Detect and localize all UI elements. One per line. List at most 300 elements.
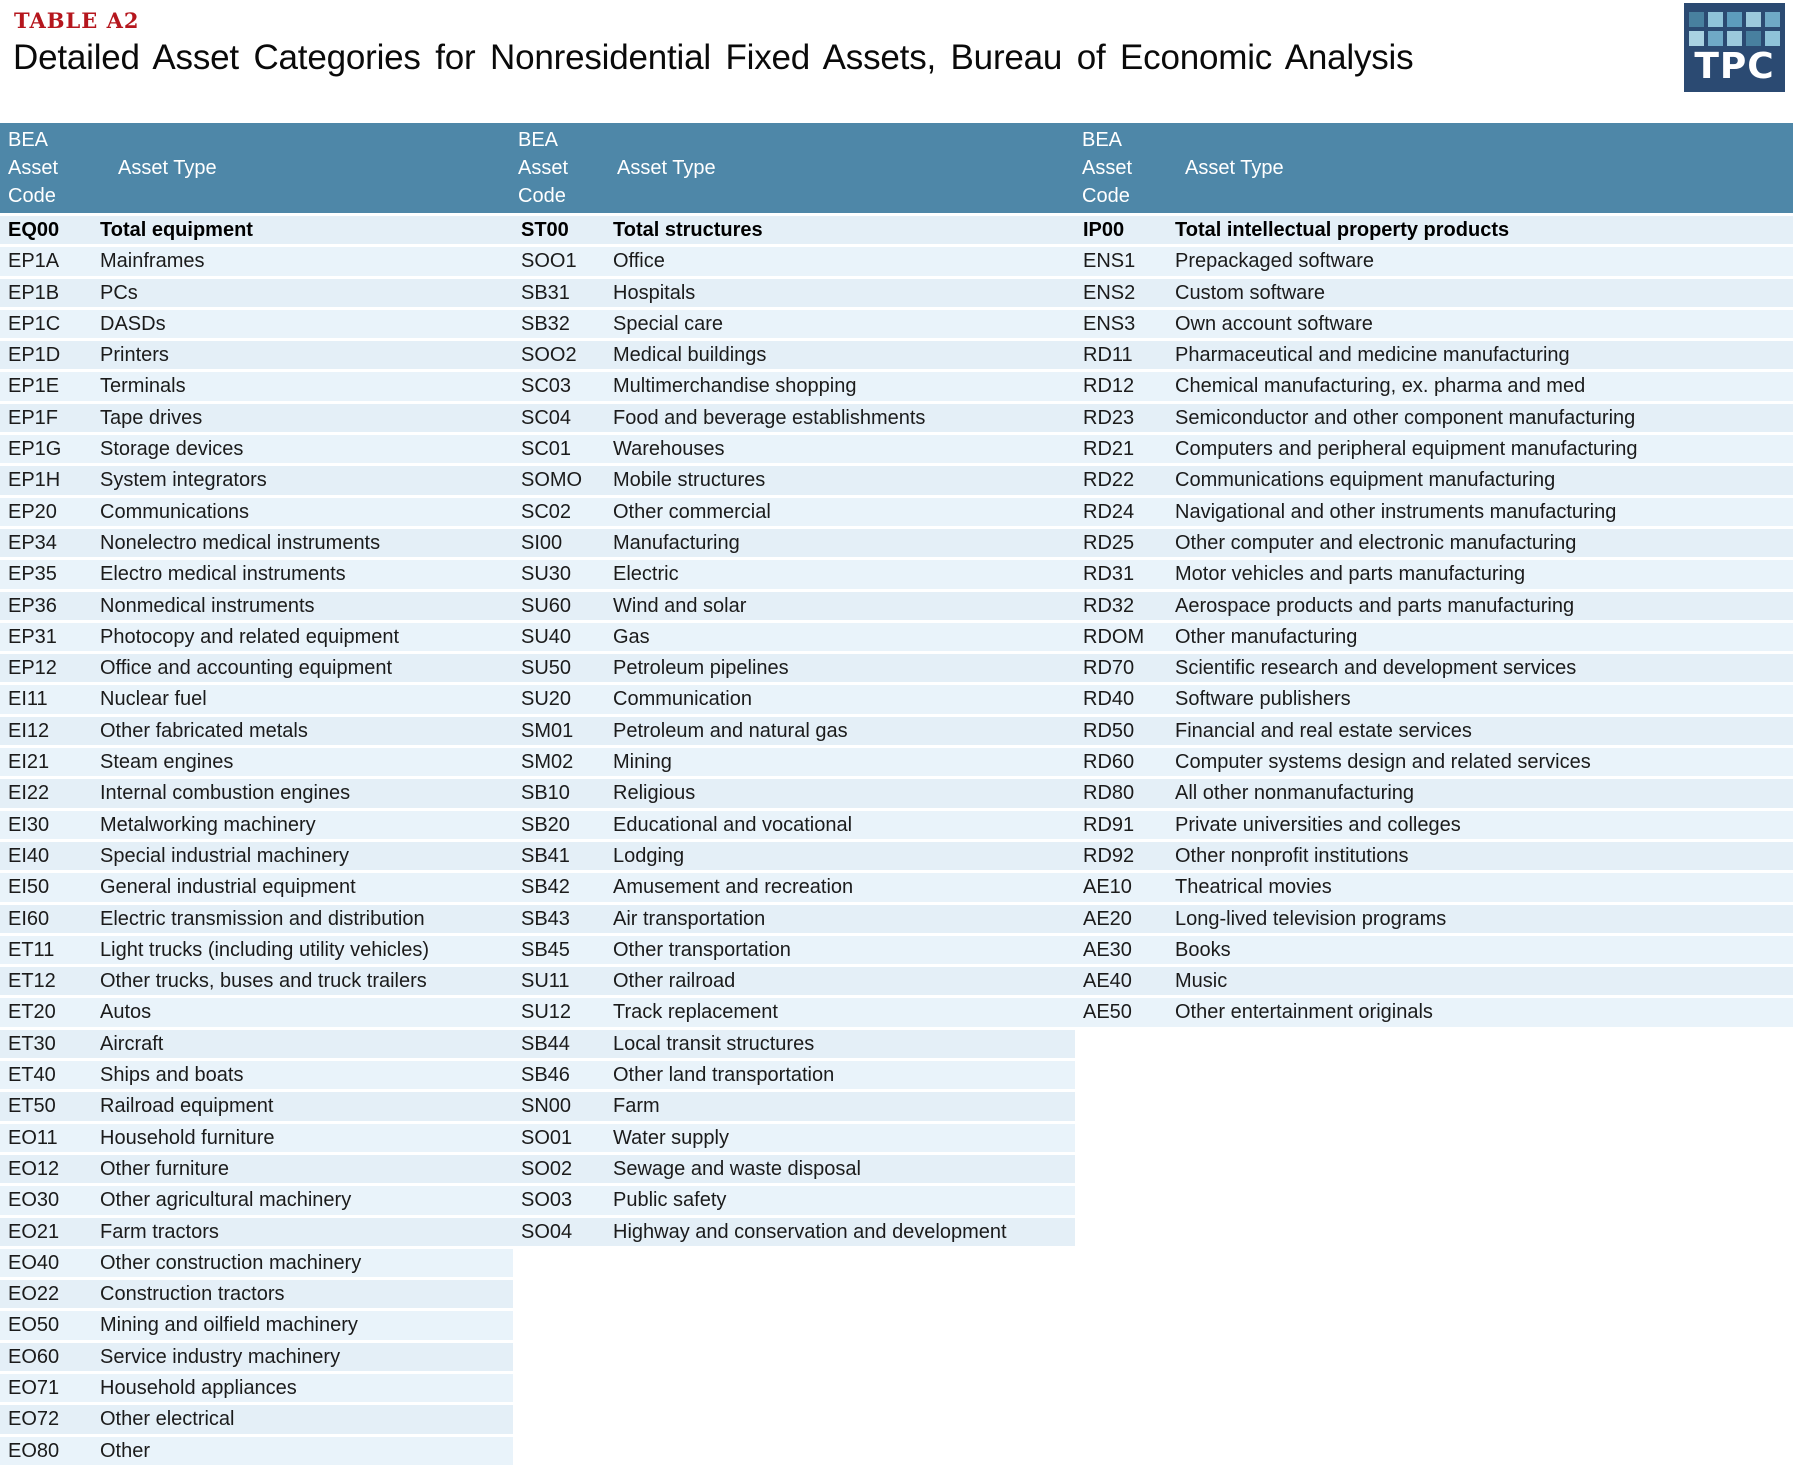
table-row <box>513 1124 1075 1152</box>
table-row <box>0 998 513 1026</box>
logo-square <box>1765 31 1780 46</box>
asset-code: RDOM <box>1083 625 1145 648</box>
asset-type: Other electrical <box>100 1408 235 1431</box>
asset-type: Storage devices <box>100 438 244 461</box>
table-row <box>0 654 513 682</box>
asset-type: Other agricultural machinery <box>100 1189 352 1212</box>
table-row <box>513 498 1075 526</box>
asset-type: Books <box>1175 938 1231 961</box>
asset-code: EP1F <box>8 406 59 429</box>
logo-square <box>1727 31 1742 46</box>
asset-type: Warehouses <box>613 438 725 461</box>
table-row <box>1075 466 1793 494</box>
asset-type: Medical buildings <box>613 344 767 367</box>
table-row <box>0 1311 513 1339</box>
table-row <box>0 1186 513 1214</box>
asset-code: EP31 <box>8 625 57 648</box>
asset-type: Railroad equipment <box>100 1095 274 1118</box>
table-row <box>1075 967 1793 995</box>
code-header-line: Asset <box>1082 157 1133 179</box>
table-row <box>0 1343 513 1371</box>
page-title: Detailed Asset Categories for Nonresidential Fixed Assets, Bureau of Economic Analysis <box>13 38 1414 77</box>
table-row <box>513 623 1075 651</box>
asset-type: Computers and peripheral equipment manufacturing <box>1175 438 1638 461</box>
table-row <box>513 592 1075 620</box>
table-row <box>1075 873 1793 901</box>
asset-type: Nuclear fuel <box>100 688 207 711</box>
asset-code: EP20 <box>8 500 57 523</box>
asset-code: EI50 <box>8 876 50 899</box>
asset-code: ET50 <box>8 1095 56 1118</box>
asset-code: EP1D <box>8 344 61 367</box>
asset-code: SO03 <box>521 1189 573 1212</box>
asset-code: RD80 <box>1083 782 1135 805</box>
asset-code: EP1E <box>8 375 60 398</box>
asset-code: EO80 <box>8 1439 60 1462</box>
tpc-logo-grid <box>1689 12 1780 46</box>
bea-asset-code-header <box>518 126 568 210</box>
table-row <box>513 873 1075 901</box>
table-row <box>513 842 1075 870</box>
table-row <box>513 905 1075 933</box>
table-row <box>1075 623 1793 651</box>
asset-type: Hospitals <box>613 281 696 304</box>
asset-type: Other fabricated metals <box>100 719 308 742</box>
asset-code: SC01 <box>521 438 572 461</box>
table-row <box>1075 341 1793 369</box>
code-header-line: Asset <box>518 157 569 179</box>
table-row <box>0 216 513 244</box>
asset-code: RD32 <box>1083 594 1135 617</box>
asset-type: Photocopy and related equipment <box>100 625 400 648</box>
asset-type: Chemical manufacturing, ex. pharma and med <box>1175 375 1586 398</box>
table-row <box>1075 529 1793 557</box>
asset-type: Public safety <box>613 1189 727 1212</box>
asset-type: Water supply <box>613 1126 729 1149</box>
asset-code: RD22 <box>1083 469 1135 492</box>
asset-code: EI30 <box>8 813 50 836</box>
asset-type: General industrial equipment <box>100 876 356 899</box>
asset-code: SU30 <box>521 563 572 586</box>
asset-type: Electro medical instruments <box>100 563 346 586</box>
asset-type: DASDs <box>100 312 166 335</box>
asset-type: Tape drives <box>100 406 203 429</box>
asset-code: ET11 <box>8 938 55 961</box>
table-row <box>0 341 513 369</box>
asset-code: EO12 <box>8 1157 60 1180</box>
asset-type: Theatrical movies <box>1175 876 1332 899</box>
asset-type: Service industry machinery <box>100 1345 341 1368</box>
asset-code: RD92 <box>1083 844 1135 867</box>
asset-type: Other computer and electronic manufacturing <box>1175 531 1577 554</box>
table-row <box>513 1030 1075 1058</box>
table-row <box>0 435 513 463</box>
asset-type: Total equipment <box>100 219 253 241</box>
table-row <box>0 905 513 933</box>
asset-code: SOO2 <box>521 344 577 367</box>
asset-type: Air transportation <box>613 907 766 930</box>
table-row <box>513 967 1075 995</box>
asset-type: Steam engines <box>100 751 234 774</box>
asset-type: Navigational and other instruments manufacturing <box>1175 500 1617 523</box>
table-row <box>513 998 1075 1026</box>
asset-type: Electric <box>613 563 679 586</box>
table-row <box>513 685 1075 713</box>
asset-type: Special care <box>613 312 724 335</box>
table-row <box>513 1186 1075 1214</box>
table-row <box>1075 654 1793 682</box>
asset-code: AE30 <box>1083 938 1132 961</box>
asset-type: Terminals <box>100 375 186 398</box>
asset-code: SB10 <box>521 782 570 805</box>
asset-type: Communication <box>613 688 752 711</box>
asset-type: Total intellectual property products <box>1175 219 1510 241</box>
asset-code: EP1A <box>8 250 60 273</box>
asset-code: RD21 <box>1083 438 1135 461</box>
asset-type: Own account software <box>1175 312 1373 335</box>
table-row <box>513 779 1075 807</box>
asset-code: EI60 <box>8 907 50 930</box>
asset-type: Office and accounting equipment <box>100 657 393 680</box>
bea-asset-code-header <box>1082 126 1132 210</box>
table-row <box>0 1124 513 1152</box>
asset-code: IP00 <box>1083 219 1125 241</box>
asset-code: EI40 <box>8 844 50 867</box>
table-row <box>0 1405 513 1433</box>
asset-type: Custom software <box>1175 281 1326 304</box>
table-row <box>1075 998 1793 1026</box>
asset-code: SM01 <box>521 719 574 742</box>
asset-type: Local transit structures <box>613 1032 815 1055</box>
table-row <box>0 623 513 651</box>
asset-code: ENS1 <box>1083 250 1136 273</box>
asset-code: AE50 <box>1083 1001 1132 1024</box>
asset-code: EP34 <box>8 531 57 554</box>
asset-type: Metalworking machinery <box>100 813 316 836</box>
table-row <box>1075 279 1793 307</box>
asset-type: Nonmedical instruments <box>100 594 315 617</box>
asset-type: Financial and real estate services <box>1175 719 1472 742</box>
code-header-line: Code <box>518 185 566 207</box>
bea-asset-code-header <box>8 126 58 210</box>
table-row <box>1075 435 1793 463</box>
table-row <box>513 529 1075 557</box>
asset-code: SB45 <box>521 938 570 961</box>
asset-type: Construction tractors <box>100 1283 285 1306</box>
asset-code: EQ00 <box>8 219 60 241</box>
code-header-line: BEA <box>518 129 559 151</box>
asset-type: Motor vehicles and parts manufacturing <box>1175 563 1526 586</box>
asset-code: EI22 <box>8 782 50 805</box>
asset-code: RD11 <box>1083 344 1133 367</box>
table-row <box>0 1030 513 1058</box>
table-row <box>0 592 513 620</box>
asset-type: Long-lived television programs <box>1175 907 1447 930</box>
table-row <box>1075 936 1793 964</box>
asset-code: EO40 <box>8 1251 60 1274</box>
asset-type: Household furniture <box>100 1126 275 1149</box>
code-header-line: Code <box>1082 185 1130 207</box>
asset-code: ET40 <box>8 1064 56 1087</box>
table-row <box>0 685 513 713</box>
asset-code: SC04 <box>521 406 572 429</box>
table-row <box>0 936 513 964</box>
asset-type: Music <box>1175 970 1228 993</box>
table-row <box>513 279 1075 307</box>
asset-code: EO50 <box>8 1314 60 1337</box>
asset-type: Educational and vocational <box>613 813 853 836</box>
asset-column-structures <box>513 216 1075 1246</box>
asset-code: EP1C <box>8 312 61 335</box>
asset-code: ET20 <box>8 1001 56 1024</box>
asset-code: ENS3 <box>1083 312 1136 335</box>
table-header-bar <box>0 123 1793 213</box>
asset-type: Multimerchandise shopping <box>613 375 857 398</box>
asset-type: Sewage and waste disposal <box>613 1157 861 1180</box>
asset-type: Mining and oilfield machinery <box>100 1314 358 1337</box>
asset-code: EP36 <box>8 594 57 617</box>
asset-code: RD40 <box>1083 688 1135 711</box>
asset-type: Mining <box>613 751 672 774</box>
table-row <box>1075 685 1793 713</box>
asset-code: RD70 <box>1083 657 1135 680</box>
asset-type: Other construction machinery <box>100 1251 362 1274</box>
asset-type: Mainframes <box>100 250 205 273</box>
asset-type: Light trucks (including utility vehicles) <box>100 938 430 961</box>
table-row <box>0 247 513 275</box>
asset-type: Office <box>613 250 665 273</box>
table-row <box>513 1155 1075 1183</box>
table-row <box>0 779 513 807</box>
asset-code: ET12 <box>8 970 56 993</box>
asset-type: System integrators <box>100 469 267 492</box>
table-row <box>1075 216 1793 244</box>
asset-type: Aircraft <box>100 1032 164 1055</box>
asset-type: Semiconductor and other component manufacturing <box>1175 406 1636 429</box>
asset-type: Gas <box>613 625 650 648</box>
table-row <box>0 529 513 557</box>
asset-column-equipment <box>0 216 513 1465</box>
asset-type: Communications <box>100 500 249 523</box>
asset-code: EP1G <box>8 438 62 461</box>
table-row <box>0 1061 513 1089</box>
asset-code: SU40 <box>521 625 572 648</box>
table-number-label: TABLE A2 <box>14 8 140 33</box>
asset-type: Other commercial <box>613 500 771 523</box>
table-row <box>0 1092 513 1120</box>
asset-code: EO11 <box>8 1126 58 1149</box>
asset-type: Farm tractors <box>100 1220 219 1243</box>
table-row <box>513 811 1075 839</box>
tpc-logo <box>1684 3 1785 92</box>
table-row <box>0 748 513 776</box>
asset-type: Religious <box>613 782 696 805</box>
asset-code: RD12 <box>1083 375 1135 398</box>
asset-type: Petroleum and natural gas <box>613 719 848 742</box>
table-row <box>513 1061 1075 1089</box>
asset-code: RD60 <box>1083 751 1135 774</box>
asset-type: Pharmaceutical and medicine manufacturing <box>1175 344 1570 367</box>
table-row <box>0 498 513 526</box>
table-row <box>1075 498 1793 526</box>
asset-column-ip-products <box>1075 216 1793 1027</box>
table-row <box>0 717 513 745</box>
asset-type: Other railroad <box>613 970 736 993</box>
table-row <box>1075 560 1793 588</box>
asset-code: AE40 <box>1083 970 1132 993</box>
asset-type: Other <box>100 1439 151 1462</box>
asset-type: All other nonmanufacturing <box>1175 782 1415 805</box>
logo-square <box>1746 31 1761 46</box>
asset-code: SO01 <box>521 1126 573 1149</box>
table-row <box>0 310 513 338</box>
table-row <box>0 279 513 307</box>
asset-type: Nonelectro medical instruments <box>100 531 381 554</box>
asset-code: EP1H <box>8 469 61 492</box>
asset-type: Track replacement <box>613 1001 778 1024</box>
asset-code: SB41 <box>521 844 570 867</box>
table-row <box>513 936 1075 964</box>
asset-code: RD23 <box>1083 406 1135 429</box>
asset-code: EP35 <box>8 563 57 586</box>
asset-code: RD31 <box>1083 563 1135 586</box>
asset-type: Lodging <box>613 844 685 867</box>
table-row <box>513 372 1075 400</box>
asset-type: Petroleum pipelines <box>613 657 789 680</box>
asset-code: SOMO <box>521 469 583 492</box>
asset-code: SU60 <box>521 594 572 617</box>
asset-code: ENS2 <box>1083 281 1136 304</box>
table-row <box>513 404 1075 432</box>
asset-code: ST00 <box>521 219 569 241</box>
asset-code: EP1B <box>8 281 60 304</box>
table-row <box>0 1437 513 1465</box>
asset-type: Wind and solar <box>613 594 747 617</box>
asset-code: SU12 <box>521 1001 572 1024</box>
logo-square <box>1689 31 1704 46</box>
asset-type: Communications equipment manufacturing <box>1175 469 1556 492</box>
asset-type: Other furniture <box>100 1157 229 1180</box>
table-row <box>1075 404 1793 432</box>
asset-code: EO21 <box>8 1220 60 1243</box>
table-row <box>0 1374 513 1402</box>
asset-code: SB44 <box>521 1032 570 1055</box>
table-row <box>1075 748 1793 776</box>
column-header-equipment <box>8 123 508 213</box>
asset-code: SB32 <box>521 312 570 335</box>
table-row <box>513 341 1075 369</box>
logo-square <box>1708 31 1723 46</box>
asset-type: Amusement and recreation <box>613 876 854 899</box>
table-row <box>513 216 1075 244</box>
asset-code: SO04 <box>521 1220 573 1243</box>
asset-code: EI21 <box>8 751 50 774</box>
asset-type: Computer systems design and related services <box>1175 751 1591 774</box>
table-row <box>0 404 513 432</box>
asset-code: ET30 <box>8 1032 56 1055</box>
table-row <box>1075 779 1793 807</box>
asset-code: EO60 <box>8 1345 60 1368</box>
table-row <box>0 842 513 870</box>
asset-type: Prepackaged software <box>1175 250 1375 273</box>
asset-code: SN00 <box>521 1095 572 1118</box>
asset-code: EI11 <box>8 688 48 711</box>
table-row <box>0 811 513 839</box>
table-row <box>0 1280 513 1308</box>
table-row <box>513 310 1075 338</box>
asset-code: SU11 <box>521 970 570 993</box>
table-row <box>513 435 1075 463</box>
asset-type: Food and beverage establishments <box>613 406 926 429</box>
column-header-ip-products <box>1082 123 1787 213</box>
table-row <box>1075 310 1793 338</box>
table-row <box>1075 842 1793 870</box>
table-row <box>513 247 1075 275</box>
table-row <box>0 560 513 588</box>
asset-type: Other transportation <box>613 938 791 961</box>
asset-type: Other manufacturing <box>1175 625 1358 648</box>
table-row <box>0 1249 513 1277</box>
asset-code: EP12 <box>8 657 57 680</box>
asset-type: Private universities and colleges <box>1175 813 1461 836</box>
asset-type: Other land transportation <box>613 1064 835 1087</box>
table-row <box>513 560 1075 588</box>
asset-type: Electric transmission and distribution <box>100 907 425 930</box>
asset-code: RD25 <box>1083 531 1135 554</box>
asset-type: Other trucks, buses and truck trailers <box>100 970 427 993</box>
code-header-line: BEA <box>8 129 49 151</box>
asset-type-header: Asset Type <box>1185 157 1284 179</box>
code-header-line: Code <box>8 185 56 207</box>
asset-type: Autos <box>100 1001 152 1024</box>
asset-type: Highway and conservation and development <box>613 1220 1007 1243</box>
table-row <box>513 1218 1075 1246</box>
asset-code: RD24 <box>1083 500 1135 523</box>
asset-code: EI12 <box>8 719 50 742</box>
code-header-line: BEA <box>1082 129 1123 151</box>
asset-code: EO30 <box>8 1189 60 1212</box>
table-row <box>0 967 513 995</box>
asset-code: SU50 <box>521 657 572 680</box>
asset-type: Manufacturing <box>613 531 740 554</box>
asset-type-header: Asset Type <box>118 157 217 179</box>
table-row <box>513 654 1075 682</box>
tpc-logo-text: TPC <box>1694 46 1775 87</box>
table-row <box>1075 592 1793 620</box>
table-row <box>0 1155 513 1183</box>
asset-code: SI00 <box>521 531 563 554</box>
column-header-structures <box>518 123 1070 213</box>
asset-code: EO72 <box>8 1408 60 1431</box>
table-row <box>1075 905 1793 933</box>
asset-type: Software publishers <box>1175 688 1351 711</box>
asset-type: Mobile structures <box>613 469 766 492</box>
asset-code: SO02 <box>521 1157 573 1180</box>
asset-code: AE20 <box>1083 907 1132 930</box>
asset-type: Special industrial machinery <box>100 844 350 867</box>
asset-type: Internal combustion engines <box>100 782 351 805</box>
table-row <box>513 1092 1075 1120</box>
table-row <box>0 1218 513 1246</box>
asset-code: SC03 <box>521 375 572 398</box>
table-row <box>1075 372 1793 400</box>
asset-code: RD91 <box>1083 813 1135 836</box>
asset-type: Other nonprofit institutions <box>1175 844 1409 867</box>
table-row <box>0 466 513 494</box>
asset-code: RD50 <box>1083 719 1135 742</box>
table-row <box>513 717 1075 745</box>
asset-type: Scientific research and development services <box>1175 657 1577 680</box>
